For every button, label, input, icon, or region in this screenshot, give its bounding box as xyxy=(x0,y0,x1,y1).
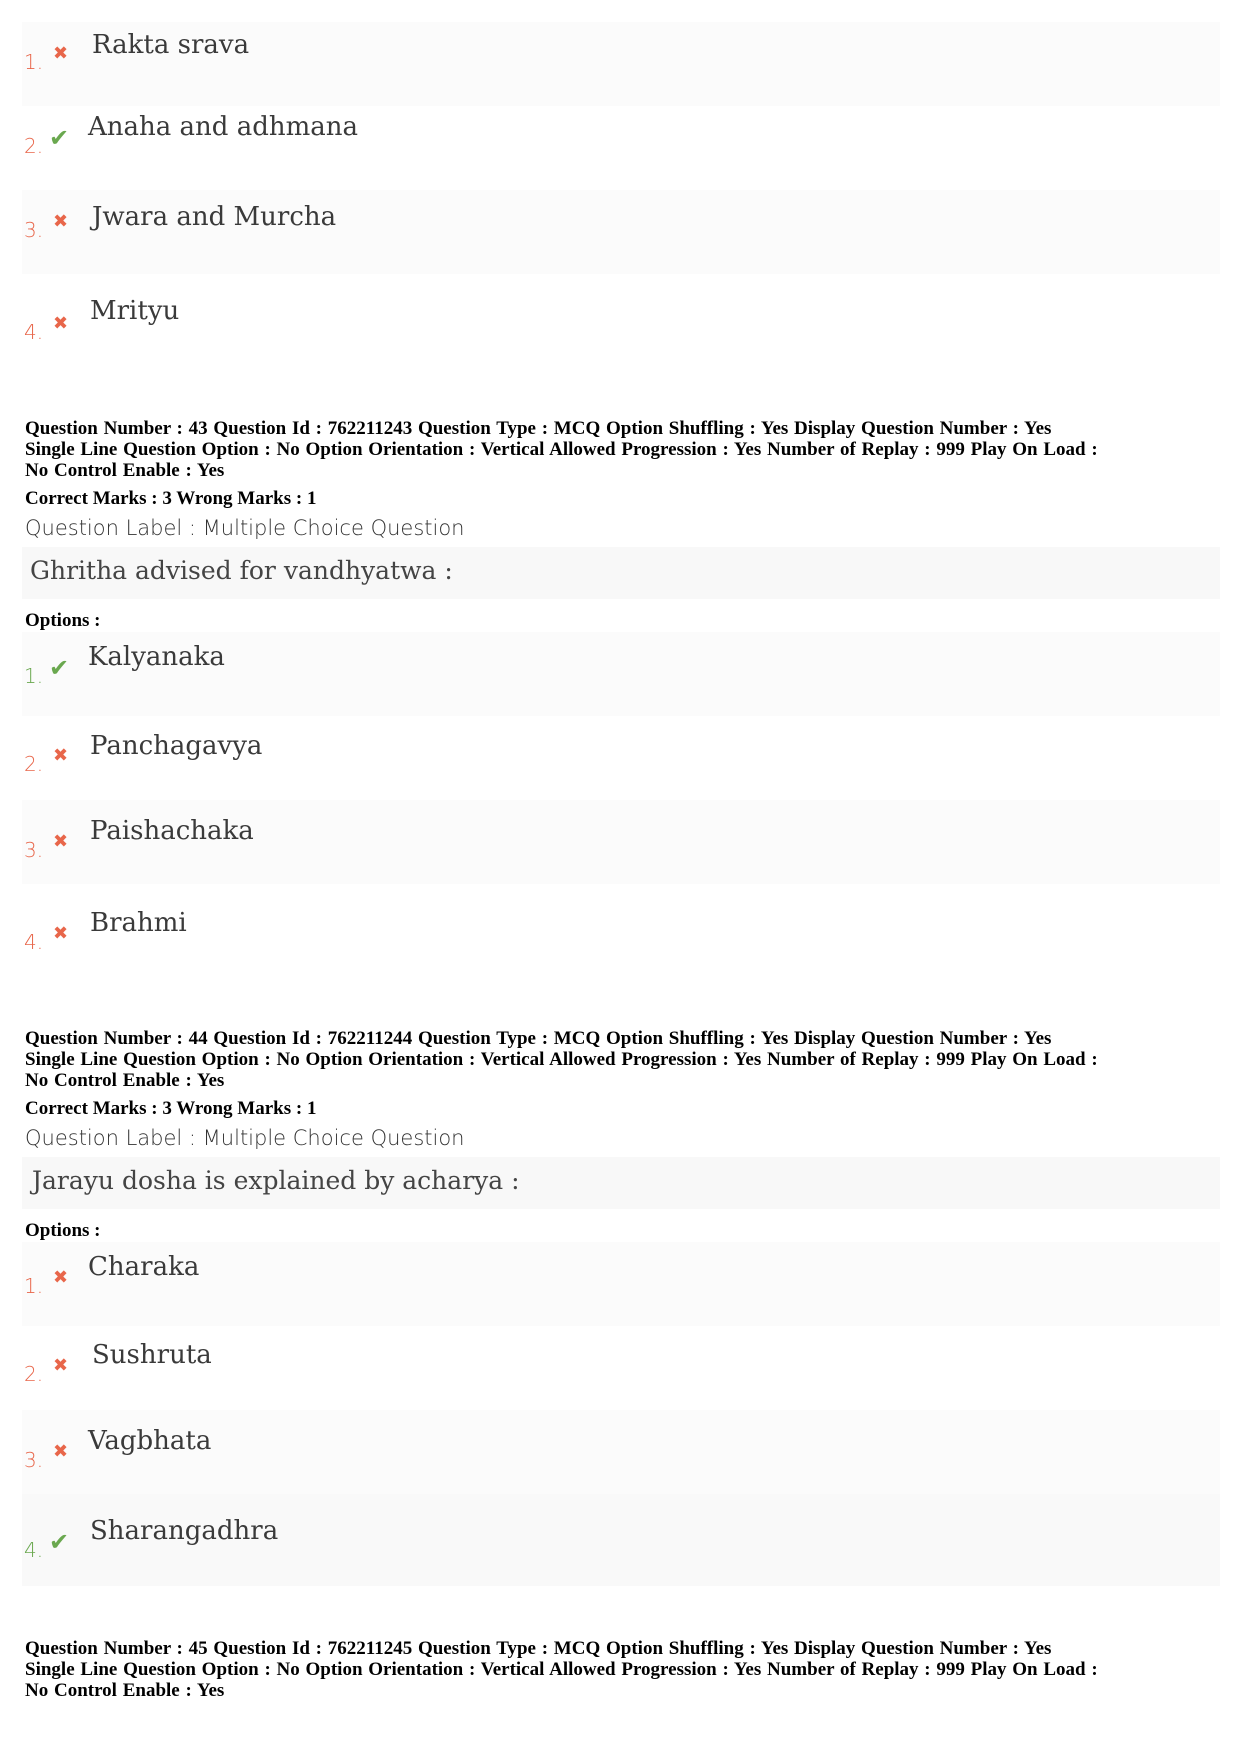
question-text: Jarayu dosha is explained by acharya : xyxy=(32,1166,520,1195)
option-number: 3. xyxy=(24,1448,44,1472)
option-row xyxy=(22,190,1220,274)
meta-line: No Control Enable : Yes xyxy=(25,460,225,481)
option-number: 2. xyxy=(24,134,44,158)
option-text: Mrityu xyxy=(90,296,180,326)
question-meta xyxy=(25,418,1220,481)
question-label: Question Label : Multiple Choice Question xyxy=(25,1126,465,1150)
meta-line: No Control Enable : Yes xyxy=(25,1070,225,1091)
question-text-box xyxy=(22,547,1220,599)
option-text: Paishachaka xyxy=(90,816,254,846)
question-meta xyxy=(25,1028,1220,1091)
question-text-box xyxy=(22,1157,1220,1209)
option-text: Sharangadhra xyxy=(90,1516,279,1546)
question-meta xyxy=(25,1638,1220,1701)
option-row xyxy=(22,1242,1220,1326)
question-marks: Correct Marks : 3 Wrong Marks : 1 xyxy=(25,488,317,509)
option-row xyxy=(22,1494,1220,1586)
cross-icon: ✖ xyxy=(53,1267,69,1288)
meta-line: Single Line Question Option : No Option Orientation : Vertical Allowed Progression : Yes Number of Replay : 999 Play On Load : xyxy=(25,439,1098,460)
option-row xyxy=(22,22,1220,106)
options-label: Options : xyxy=(25,1220,101,1241)
question-marks: Correct Marks : 3 Wrong Marks : 1 xyxy=(25,1098,317,1119)
check-icon: ✔ xyxy=(49,654,70,682)
options-label: Options : xyxy=(25,610,101,631)
option-number: 1. xyxy=(24,50,44,74)
option-text: Brahmi xyxy=(90,908,187,938)
option-number: 3. xyxy=(24,218,44,242)
check-icon: ✔ xyxy=(49,124,70,152)
option-text: Jwara and Murcha xyxy=(92,202,337,232)
option-row xyxy=(22,632,1220,716)
cross-icon: ✖ xyxy=(53,745,69,766)
meta-line: No Control Enable : Yes xyxy=(25,1680,225,1701)
meta-line: Question Number : 44 Question Id : 762211244 Question Type : MCQ Option Shuffling : Yes Display Question Number : Yes xyxy=(25,1028,1052,1049)
cross-icon: ✖ xyxy=(53,923,69,944)
cross-icon: ✖ xyxy=(53,313,69,334)
cross-icon: ✖ xyxy=(53,211,69,232)
option-text: Vagbhata xyxy=(88,1426,212,1456)
option-number: 2. xyxy=(24,1362,44,1386)
option-number: 3. xyxy=(24,838,44,862)
option-number: 1. xyxy=(24,664,44,688)
option-text: Kalyanaka xyxy=(88,642,225,672)
option-text: Rakta srava xyxy=(92,30,250,60)
meta-line: Single Line Question Option : No Option Orientation : Vertical Allowed Progression : Yes Number of Replay : 999 Play On Load : xyxy=(25,1659,1098,1680)
cross-icon: ✖ xyxy=(53,831,69,852)
option-number: 2. xyxy=(24,752,44,776)
option-text: Charaka xyxy=(88,1252,200,1282)
meta-line: Question Number : 43 Question Id : 762211243 Question Type : MCQ Option Shuffling : Yes Display Question Number : Yes xyxy=(25,418,1052,439)
option-number: 4. xyxy=(24,320,44,344)
option-text: Anaha and adhmana xyxy=(88,112,358,142)
option-row xyxy=(22,800,1220,884)
option-row xyxy=(22,274,1220,358)
option-number: 1. xyxy=(24,1274,44,1298)
option-row xyxy=(22,716,1220,800)
cross-icon: ✖ xyxy=(53,1355,69,1376)
question-text: Ghritha advised for vandhyatwa : xyxy=(30,556,453,585)
option-row xyxy=(22,884,1220,968)
option-row xyxy=(22,1410,1220,1494)
option-text: Sushruta xyxy=(92,1340,212,1370)
cross-icon: ✖ xyxy=(53,1441,69,1462)
option-row xyxy=(22,1326,1220,1410)
check-icon: ✔ xyxy=(49,1528,70,1556)
option-number: 4. xyxy=(24,930,44,954)
option-number: 4. xyxy=(24,1538,44,1562)
question-label: Question Label : Multiple Choice Question xyxy=(25,516,465,540)
cross-icon: ✖ xyxy=(53,43,69,64)
option-text: Panchagavya xyxy=(90,731,263,761)
meta-line: Single Line Question Option : No Option Orientation : Vertical Allowed Progression : Yes Number of Replay : 999 Play On Load : xyxy=(25,1049,1098,1070)
option-row xyxy=(22,106,1220,190)
meta-line: Question Number : 45 Question Id : 762211245 Question Type : MCQ Option Shuffling : Yes Display Question Number : Yes xyxy=(25,1638,1052,1659)
